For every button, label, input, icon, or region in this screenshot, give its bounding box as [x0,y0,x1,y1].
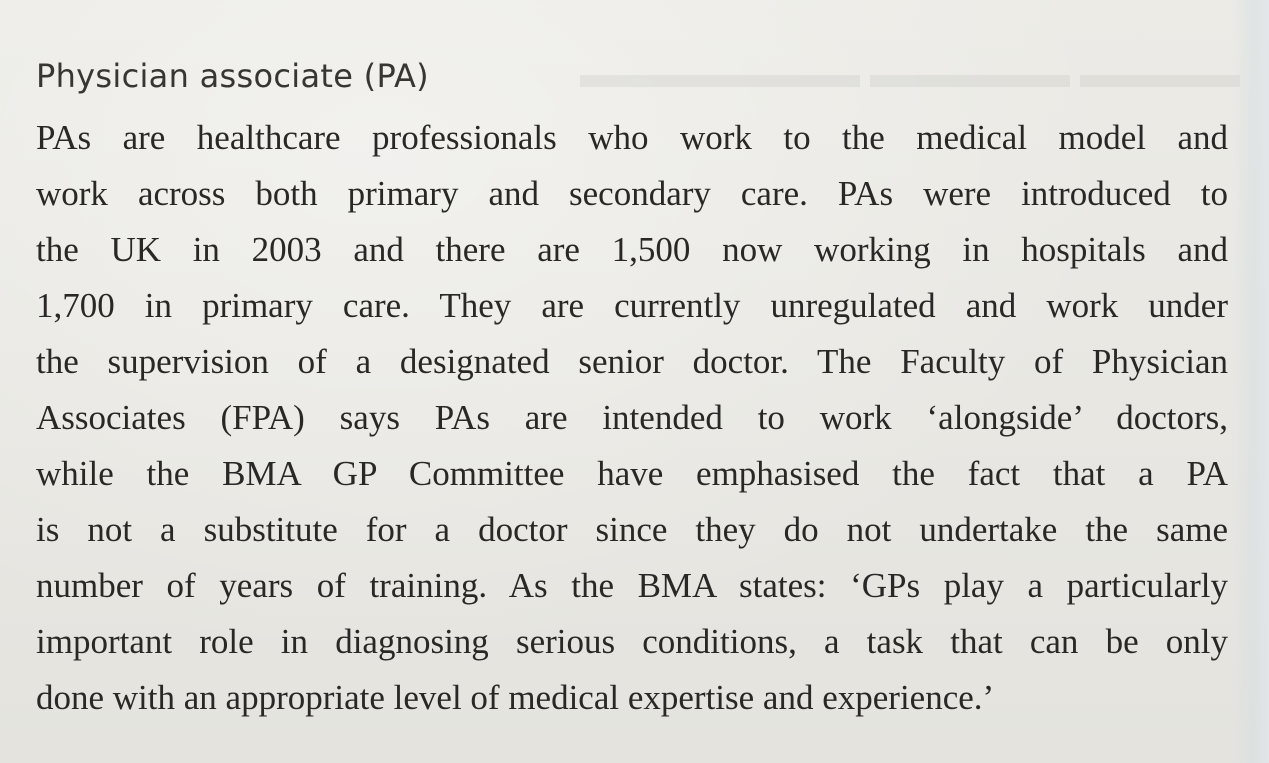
paragraph-line: the supervision of a designated senior doctor. The Faculty of Physician [36,342,1228,381]
paragraph-line: 1,700 in primary care. They are currently unregulated and work under [36,286,1228,325]
body-paragraph [36,110,1228,726]
paragraph-line: PAs are healthcare professionals who work to the medical model and [36,118,1228,157]
paragraph-line: is not a substitute for a doctor since they do not undertake the same [36,510,1228,549]
section-heading: Physician associate (PA) [36,57,429,95]
paragraph-line: work across both primary and secondary care. PAs were introduced to [36,174,1228,213]
paragraph-line: while the BMA GP Committee have emphasised the fact that a PA [36,454,1228,493]
paragraph-line: done with an appropriate level of medical expertise and experience.’ [36,678,995,717]
page-edge [1231,0,1269,763]
paragraph-line: number of years of training. As the BMA states: ‘GPs play a particularly [36,566,1228,605]
paragraph-line: important role in diagnosing serious conditions, a task that can be only [36,622,1228,661]
paragraph-line: the UK in 2003 and there are 1,500 now working in hospitals and [36,230,1228,269]
paragraph-line: Associates (FPA) says PAs are intended to work ‘alongside’ doctors, [36,398,1228,437]
show-through-shadow: ▬▬▬▬ ▬▬▬▬▬ ▬▬▬▬▬▬▬ [580,51,1240,96]
